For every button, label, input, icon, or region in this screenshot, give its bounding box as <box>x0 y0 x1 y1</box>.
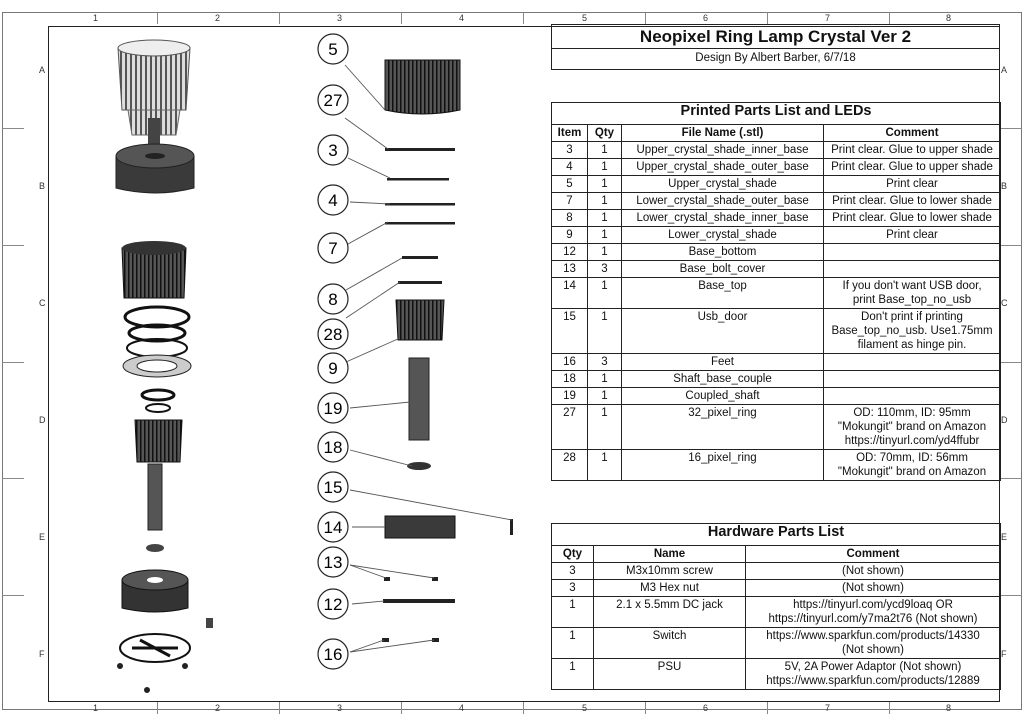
col-header-qty: Qty <box>552 546 594 563</box>
printed-parts-title: Printed Parts List and LEDs <box>552 103 1001 125</box>
part-renders <box>382 60 513 642</box>
callout-balloon-8 <box>318 284 348 314</box>
callout-balloon-14 <box>318 512 348 542</box>
zone-column-label: 4 <box>459 13 465 23</box>
zone-column-label: 7 <box>825 703 831 713</box>
file-name-cell: 16_pixel_ring <box>622 450 824 481</box>
zone-row-label: A <box>39 65 46 75</box>
comment-line: (Not shown) <box>842 644 904 656</box>
callout-number: 14 <box>323 518 343 537</box>
callout-balloons <box>318 34 348 669</box>
comment-cell <box>824 405 1001 450</box>
drawing-title: Neopixel Ring Lamp Crystal Ver 2 <box>552 25 999 49</box>
callout-balloon-4 <box>318 185 348 215</box>
comment-line: If you don't want USB door, <box>842 280 982 292</box>
qty-cell: 1 <box>588 450 622 481</box>
comment-cell <box>824 176 1001 193</box>
comment-cell <box>746 659 1001 690</box>
comment-line <box>827 262 997 276</box>
name-cell: PSU <box>594 659 746 690</box>
item-cell: 9 <box>552 227 588 244</box>
comment-line: OD: 70mm, ID: 56mm <box>856 452 968 464</box>
callout-balloon-16 <box>318 639 348 669</box>
table-row <box>552 354 1001 371</box>
comment-cell <box>824 142 1001 159</box>
callout-number: 3 <box>328 141 338 160</box>
table-row <box>552 278 1001 309</box>
drawing-subtitle: Design By Albert Barber, 6/7/18 <box>695 52 856 64</box>
qty-cell: 1 <box>588 142 622 159</box>
zone-column-label: 3 <box>337 13 343 23</box>
comment-line <box>827 245 997 259</box>
item-cell: 5 <box>552 176 588 193</box>
zone-row-label: E <box>1001 532 1008 542</box>
table-row <box>552 388 1001 405</box>
zone-column-label: 6 <box>703 703 709 713</box>
comment-cell <box>824 388 1001 405</box>
zone-row-label: A <box>1001 65 1008 75</box>
comment-line: https://www.sparkfun.com/products/14330 <box>766 630 980 642</box>
comment-line: (Not shown) <box>842 565 904 577</box>
zone-column-label: 1 <box>93 13 99 23</box>
zone-row-label: F <box>39 649 45 659</box>
item-cell: 8 <box>552 210 588 227</box>
callout-number: 8 <box>328 290 338 309</box>
callout-balloon-3 <box>318 135 348 165</box>
comment-line: OD: 110mm, ID: 95mm <box>853 407 971 419</box>
hardware-parts-title: Hardware Parts List <box>552 524 1001 546</box>
comment-cell <box>746 597 1001 628</box>
file-name-cell: Upper_crystal_shade_outer_base <box>622 159 824 176</box>
comment-cell <box>824 244 1001 261</box>
callout-number: 15 <box>323 478 343 497</box>
table-row <box>552 580 1001 597</box>
item-cell: 7 <box>552 193 588 210</box>
printed-parts-table <box>551 102 1001 481</box>
comment-line: Print clear <box>886 178 938 190</box>
name-cell: M3 Hex nut <box>594 580 746 597</box>
item-cell: 12 <box>552 244 588 261</box>
qty-cell: 1 <box>588 309 622 354</box>
qty-cell: 3 <box>552 580 594 597</box>
comment-line: "Mokungit" brand on Amazon <box>837 421 987 433</box>
comment-line: (Not shown) <box>842 582 904 594</box>
file-name-cell: Feet <box>622 354 824 371</box>
zone-row-label: F <box>1001 649 1007 659</box>
comment-line: Don't print if printing <box>861 311 963 323</box>
zone-column-label: 6 <box>703 13 709 23</box>
hardware-parts-table <box>551 523 1001 690</box>
item-cell: 27 <box>552 405 588 450</box>
table-row <box>552 309 1001 354</box>
zone-column-label: 3 <box>337 703 343 713</box>
file-name-cell: Base_bolt_cover <box>622 261 824 278</box>
table-row <box>552 628 1001 659</box>
item-cell: 3 <box>552 142 588 159</box>
comment-line: Print clear <box>886 229 938 241</box>
qty-cell: 3 <box>588 261 622 278</box>
table-row <box>552 142 1001 159</box>
qty-cell: 1 <box>588 388 622 405</box>
comment-line <box>827 389 997 403</box>
comment-cell <box>746 580 1001 597</box>
zone-column-label: 2 <box>215 13 221 23</box>
comment-cell <box>746 563 1001 580</box>
col-header-item: Item <box>552 125 588 142</box>
file-name-cell: Base_top <box>622 278 824 309</box>
qty-cell: 1 <box>588 371 622 388</box>
file-name-cell: Upper_crystal_shade <box>622 176 824 193</box>
qty-cell: 1 <box>588 244 622 261</box>
callout-balloon-13 <box>318 547 348 577</box>
qty-cell: 1 <box>588 227 622 244</box>
zone-column-label: 1 <box>93 703 99 713</box>
table-row <box>552 193 1001 210</box>
zone-row-label: B <box>39 181 46 191</box>
qty-cell: 1 <box>588 176 622 193</box>
comment-line <box>827 355 997 369</box>
comment-line: Base_top_no_usb. Use1.75mm <box>831 325 993 337</box>
callout-number: 16 <box>323 645 343 664</box>
comment-cell <box>824 309 1001 354</box>
comment-line: filament as hinge pin. <box>857 339 967 351</box>
zone-row-label: B <box>1001 181 1008 191</box>
qty-cell: 1 <box>588 278 622 309</box>
zone-column-label: 4 <box>459 703 465 713</box>
comment-line: "Mokungit" brand on Amazon <box>837 466 987 478</box>
file-name-cell: Lower_crystal_shade_inner_base <box>622 210 824 227</box>
table-row <box>552 563 1001 580</box>
qty-cell: 1 <box>588 193 622 210</box>
comment-line: https://www.sparkfun.com/products/12889 <box>766 675 980 687</box>
zone-column-label: 5 <box>582 13 588 23</box>
col-header-comment: Comment <box>746 546 1001 563</box>
qty-cell: 1 <box>552 628 594 659</box>
item-cell: 18 <box>552 371 588 388</box>
callout-balloon-5 <box>318 34 348 64</box>
assembled-lamp-view <box>116 40 194 193</box>
file-name-cell: Base_bottom <box>622 244 824 261</box>
callout-balloon-27 <box>318 85 348 115</box>
comment-line: Print clear. Glue to upper shade <box>831 161 993 173</box>
qty-cell: 3 <box>552 563 594 580</box>
zone-row-label: D <box>1001 415 1008 425</box>
title-block <box>551 24 1000 70</box>
name-cell: Switch <box>594 628 746 659</box>
zone-column-label: 2 <box>215 703 221 713</box>
table-row <box>552 227 1001 244</box>
comment-cell <box>746 628 1001 659</box>
comment-line <box>827 372 997 386</box>
table-row <box>552 159 1001 176</box>
callout-number: 19 <box>323 399 343 418</box>
file-name-cell: 32_pixel_ring <box>622 405 824 450</box>
zone-row-label: C <box>39 298 46 308</box>
callout-number: 18 <box>323 438 343 457</box>
item-cell: 19 <box>552 388 588 405</box>
comment-cell <box>824 278 1001 309</box>
comment-cell <box>824 227 1001 244</box>
comment-cell <box>824 450 1001 481</box>
callout-number: 27 <box>323 91 343 110</box>
callout-balloon-18 <box>318 432 348 462</box>
item-cell: 14 <box>552 278 588 309</box>
table-row <box>552 261 1001 278</box>
comment-cell <box>824 210 1001 227</box>
zone-column-label: 7 <box>825 13 831 23</box>
zone-column-label: 8 <box>946 703 952 713</box>
comment-line: 5V, 2A Power Adaptor (Not shown) <box>784 661 962 673</box>
comment-cell <box>824 354 1001 371</box>
callout-balloon-15 <box>318 472 348 502</box>
file-name-cell: Lower_crystal_shade <box>622 227 824 244</box>
file-name-cell: Coupled_shaft <box>622 388 824 405</box>
name-cell: 2.1 x 5.5mm DC jack <box>594 597 746 628</box>
comment-line: Print clear. Glue to lower shade <box>832 212 992 224</box>
qty-cell: 1 <box>552 597 594 628</box>
qty-cell: 1 <box>588 159 622 176</box>
col-header-comment: Comment <box>824 125 1001 142</box>
table-row <box>552 176 1001 193</box>
item-cell: 15 <box>552 309 588 354</box>
table-row <box>552 371 1001 388</box>
callout-number: 7 <box>328 239 338 258</box>
qty-cell: 3 <box>588 354 622 371</box>
callout-number: 5 <box>328 40 338 59</box>
comment-line: Print clear. Glue to lower shade <box>832 195 992 207</box>
exploded-stack-view <box>117 241 213 693</box>
col-header-name: Name <box>594 546 746 563</box>
comment-cell <box>824 159 1001 176</box>
comment-cell <box>824 371 1001 388</box>
table-row <box>552 210 1001 227</box>
callout-number: 28 <box>323 325 343 344</box>
comment-line: Print clear. Glue to upper shade <box>831 144 993 156</box>
file-name-cell: Lower_crystal_shade_outer_base <box>622 193 824 210</box>
col-header-qty: Qty <box>588 125 622 142</box>
comment-cell <box>824 261 1001 278</box>
file-name-cell: Upper_crystal_shade_inner_base <box>622 142 824 159</box>
zone-row-label: D <box>39 415 46 425</box>
comment-line: https://tinyurl.com/yd4ffubr <box>844 435 980 447</box>
item-cell: 16 <box>552 354 588 371</box>
table-row <box>552 405 1001 450</box>
zone-row-label: E <box>39 532 46 542</box>
qty-cell: 1 <box>552 659 594 690</box>
file-name-cell: Shaft_base_couple <box>622 371 824 388</box>
callout-balloon-12 <box>318 589 348 619</box>
callout-balloon-9 <box>318 353 348 383</box>
zone-column-label: 8 <box>946 13 952 23</box>
zone-column-label: 5 <box>582 703 588 713</box>
table-row <box>552 659 1001 690</box>
comment-line: print Base_top_no_usb <box>852 294 972 306</box>
item-cell: 28 <box>552 450 588 481</box>
item-cell: 13 <box>552 261 588 278</box>
table-row <box>552 244 1001 261</box>
callout-balloon-7 <box>318 233 348 263</box>
item-cell: 4 <box>552 159 588 176</box>
qty-cell: 1 <box>588 210 622 227</box>
comment-line: https://tinyurl.com/ycd9loaq OR <box>793 599 953 611</box>
comment-line: https://tinyurl.com/y7ma2t76 (Not shown) <box>768 613 978 625</box>
callout-number: 12 <box>323 595 343 614</box>
qty-cell: 1 <box>588 405 622 450</box>
callout-balloon-28 <box>318 319 348 349</box>
name-cell: M3x10mm screw <box>594 563 746 580</box>
callout-balloon-19 <box>318 393 348 423</box>
callout-number: 4 <box>328 191 338 210</box>
callout-number: 9 <box>328 359 338 378</box>
table-row <box>552 597 1001 628</box>
file-name-cell: Usb_door <box>622 309 824 354</box>
comment-cell <box>824 193 1001 210</box>
table-row <box>552 450 1001 481</box>
zone-row-label: C <box>1001 298 1008 308</box>
callout-number: 13 <box>323 553 343 572</box>
col-header-file-name: File Name (.stl) <box>622 125 824 142</box>
